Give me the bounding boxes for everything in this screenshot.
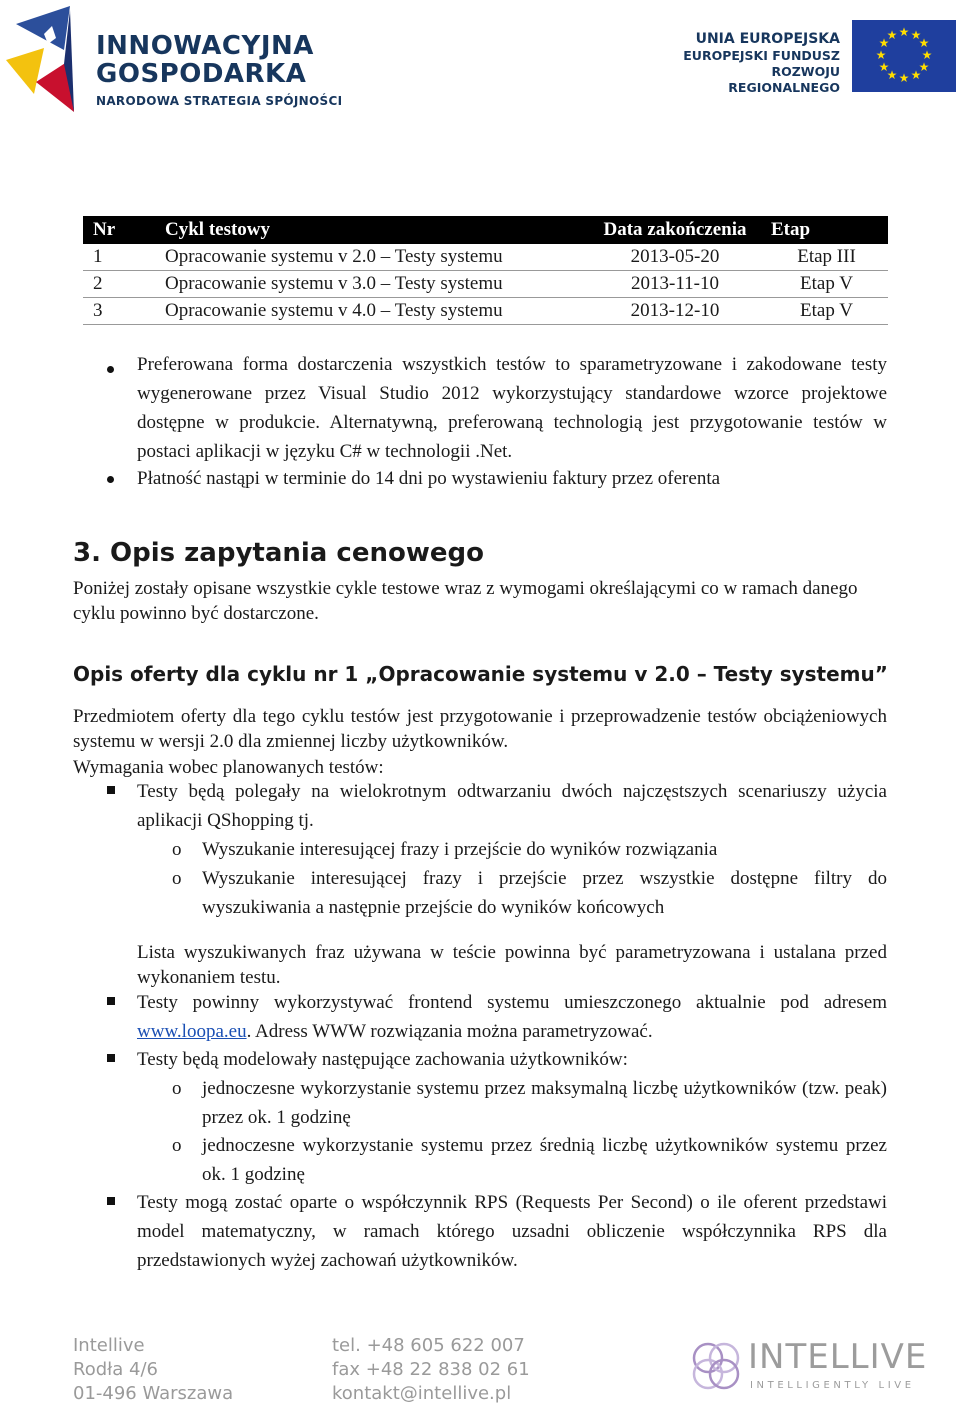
bullet-circle-icon: o: [172, 868, 182, 889]
eu-logo-line1: UNIA EUROPEJSKA: [695, 31, 840, 47]
requirements-label: Wymagania wobec planowanych testów:: [73, 757, 384, 778]
svg-text:★: ★: [921, 48, 933, 62]
cell-nr: 1: [83, 244, 165, 271]
col-header-nr: Nr: [83, 216, 165, 244]
footer-fax: fax +48 22 838 02 61: [332, 1359, 530, 1380]
intellive-tagline: INTELLIGENTLY LIVE: [750, 1380, 915, 1391]
footer-tel: tel. +48 605 622 007: [332, 1335, 525, 1356]
bullet-square-icon: [107, 997, 115, 1005]
eu-logo-line3: ROZWOJU REGIONALNEGO: [728, 64, 840, 95]
section-3-intro: Poniżej zostały opisane wszystkie cykle testowe wraz z wymogami określającymi co w ramach danego cyklu powinno być dostarczone.: [73, 578, 858, 624]
cell-cycle: Opracowanie systemu v 4.0 – Testy systemu: [165, 298, 585, 325]
requirement-1-sub-1: Wyszukanie interesującej frazy i przejście do wyników rozwiązania: [202, 839, 718, 860]
eu-logo: [660, 20, 956, 96]
requirement-2: [137, 988, 887, 1046]
requirement-3-sub-2: jednoczesne wykorzystanie systemu przez średnią liczbę użytkowników systemu przez ok. 1 godzinę: [202, 1135, 887, 1185]
svg-text:★: ★: [878, 36, 890, 50]
svg-text:★: ★: [878, 60, 890, 74]
svg-text:★: ★: [886, 68, 898, 82]
cell-date: 2013-11-10: [585, 271, 765, 298]
cell-cycle: Opracowanie systemu v 3.0 – Testy systemu: [165, 271, 585, 298]
footer-company: Intellive: [73, 1335, 145, 1356]
footer-email[interactable]: kontakt@intellive.pl: [332, 1383, 512, 1404]
requirement-2-text-a: Testy powinny wykorzystywać frontend systemu umieszczonego aktualnie pod adresem: [137, 992, 887, 1013]
ig-logo-line1: INNOWACYJNA: [96, 31, 314, 61]
svg-text:★: ★: [886, 28, 898, 42]
preferred-form-paragraph: Preferowana forma dostarczenia wszystkich testów to sparametryzowane i zakodowane testy wygenerowane przez Visual Studio 2012 wykorzystujący standardowe wzorce projektowe dostępne w produkcie. Alternatywną, preferowaną technologią jest przygotowanie testów w postaci aplikacji w języku C# w technologii .Net.: [137, 354, 887, 462]
ig-logo-line2: GOSPODARKA: [96, 59, 307, 89]
cell-nr: 3: [83, 298, 165, 325]
test-cycles-table: [83, 216, 888, 325]
svg-text:★: ★: [918, 60, 930, 74]
col-header-date: Data zakończenia: [585, 216, 765, 244]
requirement-4: Testy mogą zostać oparte o współczynnik RPS (Requests Per Second) o ile oferent przedstawi model matematyczny, w ramach którego uzsadni obliczenie współczynnika RPS dla przedstawionych wyżej zachowań użytkowników.: [137, 1192, 887, 1271]
footer-address: [73, 1334, 233, 1406]
footer-contact: [332, 1334, 530, 1406]
loopa-link[interactable]: www.loopa.eu: [137, 1021, 247, 1042]
requirement-1-note: Lista wyszukiwanych fraz używana w teście powinna być parametryzowana i ustalana przed wykonaniem testu.: [137, 942, 887, 988]
bullet-circle-icon: o: [172, 1135, 182, 1156]
table-header-row: [83, 216, 888, 244]
eu-logo-line2: EUROPEJSKI FUNDUSZ: [683, 48, 840, 63]
requirement-3: Testy będą modelowały następujące zachowania użytkowników:: [137, 1049, 628, 1070]
intellive-logo: [686, 1336, 956, 1400]
innowacyjna-gospodarka-logo: [4, 4, 344, 116]
svg-text:★: ★: [910, 28, 922, 42]
svg-text:★: ★: [875, 48, 887, 62]
footer-city: 01-496 Warszawa: [73, 1383, 234, 1404]
offer-title: Opis oferty dla cyklu nr 1 „Opracowanie systemu v 2.0 – Testy systemu”: [73, 662, 888, 686]
payment-paragraph: Płatność nastąpi w terminie do 14 dni po wystawieniu faktury przez oferenta: [137, 468, 721, 489]
eu-flag-icon: [852, 20, 956, 92]
bullet-circle-icon: o: [172, 839, 182, 860]
requirement-1-sub-2: Wyszukanie interesującej frazy i przejście przez wszystkie dostępne filtry do wyszukiwania a następnie przejście do wyników końcowych: [202, 868, 887, 918]
intellive-symbol-icon: [686, 1336, 748, 1396]
cell-date: 2013-05-20: [585, 244, 765, 271]
cell-cycle: Opracowanie systemu v 2.0 – Testy systemu: [165, 244, 585, 271]
section-3-title: 3. Opis zapytania cenowego: [73, 538, 484, 568]
ig-logo-line3: NARODOWA STRATEGIA SPÓJNOŚCI: [96, 94, 343, 108]
bullet-circle-icon: o: [172, 1078, 182, 1099]
bullet-square-icon: [107, 1054, 115, 1062]
bullet-square-icon: [107, 1197, 115, 1205]
table-row: [83, 244, 888, 271]
cell-stage: Etap V: [765, 271, 888, 298]
cell-stage: Etap V: [765, 298, 888, 325]
bullet-dot-icon: [107, 476, 114, 483]
requirement-3-sub-1: jednoczesne wykorzystanie systemu przez maksymalną liczbę użytkowników (tzw. peak) przez ok. 1 godzinę: [202, 1078, 887, 1128]
svg-text:★: ★: [898, 71, 910, 85]
bullet-dot-icon: [107, 366, 114, 373]
cell-stage: Etap III: [765, 244, 888, 271]
svg-text:★: ★: [898, 25, 910, 39]
svg-text:★: ★: [910, 68, 922, 82]
col-header-stage: Etap: [765, 216, 888, 244]
cell-nr: 2: [83, 271, 165, 298]
bullet-square-icon: [107, 786, 115, 794]
requirement-1: Testy będą polegały na wielokrotnym odtwarzaniu dwóch najczęstszych scenariuszy użycia aplikacji QShopping tj.: [137, 781, 887, 831]
ig-star-icon: [4, 4, 94, 116]
table-row: [83, 298, 888, 325]
cell-date: 2013-12-10: [585, 298, 765, 325]
intellive-brand: INTELLIVE: [748, 1337, 928, 1377]
col-header-cycle: Cykl testowy: [165, 216, 585, 244]
requirement-2-text-b: . Adress WWW rozwiązania można parametryzować.: [246, 1021, 653, 1042]
offer-subject-paragraph: Przedmiotem oferty dla tego cyklu testów jest przygotowanie i przeprowadzenie testów obciążeniowych systemu w wersji 2.0 dla zmiennej liczby użytkowników.: [73, 706, 887, 752]
table-row: [83, 271, 888, 298]
footer-street: Rodła 4/6: [73, 1359, 158, 1380]
svg-text:★: ★: [918, 36, 930, 50]
